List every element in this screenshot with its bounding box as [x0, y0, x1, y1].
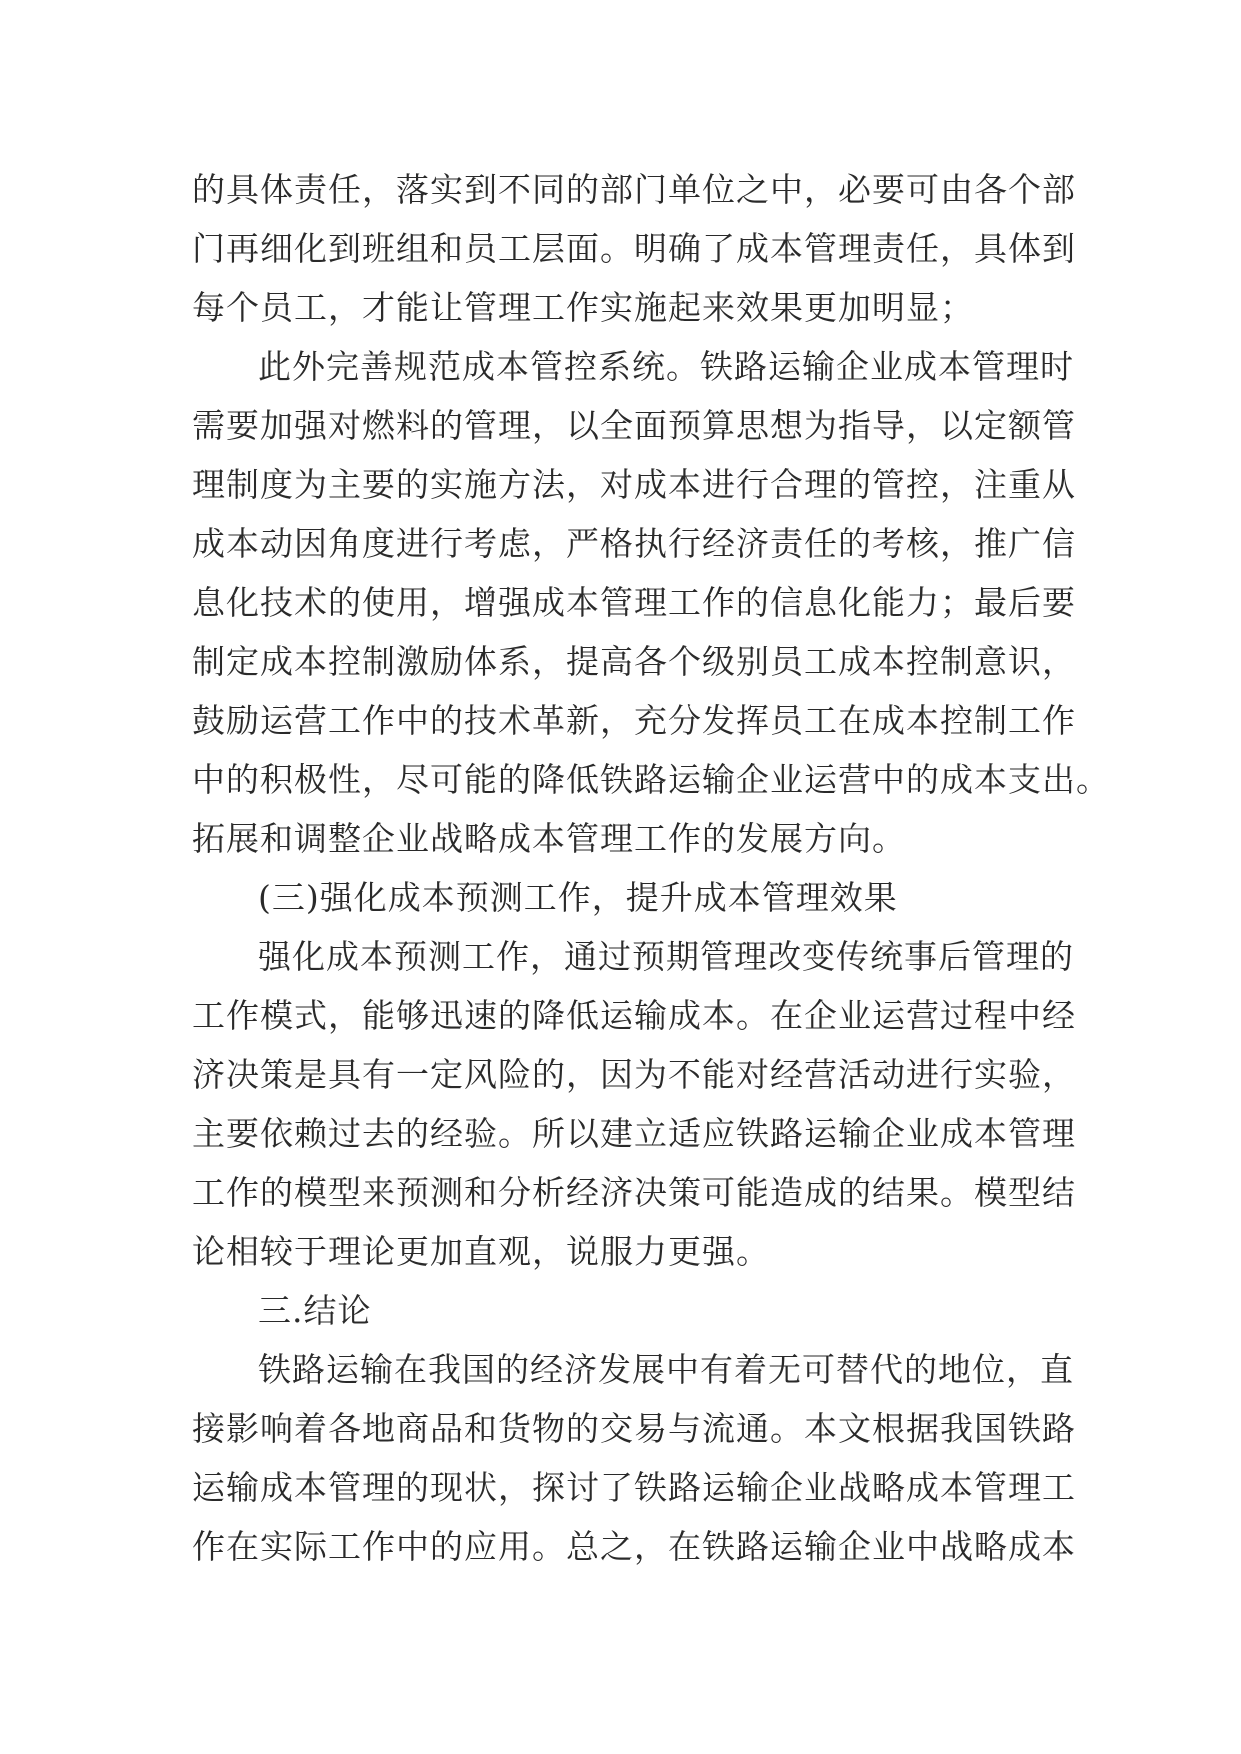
- paragraph-start-line: 此 外 完 善 规 范 成 本 管 控 系 统 。 铁 路 运 输 企 业 成 本 管 理 时: [258, 347, 1074, 386]
- text-line: 运 输 成 本 管 理 的 现 状 ， 探 讨 了 铁 路 运 输 企 业 战 略 成 本 管 理 工: [192, 1468, 1076, 1507]
- text-line: 每个员工，才能让管理工作实施起来效果更加明显；: [192, 288, 974, 327]
- text-line: 工 作 模 式 ， 能 够 迅 速 的 降 低 运 输 成 本 。 在 企 业 运 营 过 程 中 经: [192, 996, 1076, 1035]
- text-line: 成 本 动 因 角 度 进 行 考 虑 ， 严 格 执 行 经 济 责 任 的 考 核 ， 推 广 信: [192, 524, 1076, 563]
- section-heading: (三)强化成本预测工作，提升成本管理效果: [258, 878, 898, 917]
- text-line: 需 要 加 强 对 燃 料 的 管 理 ， 以 全 面 预 算 思 想 为 指 导 ， 以 定 额 管: [192, 406, 1076, 445]
- text-line: 理 制 度 为 主 要 的 实 施 方 法 ， 对 成 本 进 行 合 理 的 管 控 ， 注 重 从: [192, 465, 1076, 504]
- text-line: 主 要 依 赖 过 去 的 经 验 。 所 以 建 立 适 应 铁 路 运 输 企 业 成 本 管 理: [192, 1114, 1076, 1153]
- text-line: 息 化 技 术 的 使 用 ， 增 强 成 本 管 理 工 作 的 信 息 化 能 力 ； 最 后 要: [192, 583, 1076, 622]
- body-text: [192, 160, 1110, 1576]
- text-line: 鼓 励 运 营 工 作 中 的 技 术 革 新 ， 充 分 发 挥 员 工 在 成 本 控 制 工 作: [192, 701, 1076, 740]
- text-line: 作 在 实 际 工 作 中 的 应 用 。 总 之 ， 在 铁 路 运 输 企 业 中 战 略 成 本: [192, 1527, 1076, 1566]
- text-line: 拓展和调整企业战略成本管理工作的发展方向。: [192, 819, 906, 858]
- paragraph-start-line: 铁 路 运 输 在 我 国 的 经 济 发 展 中 有 着 无 可 替 代 的 地 位 ， 直: [258, 1350, 1074, 1389]
- text-line: 接 影 响 着 各 地 商 品 和 货 物 的 交 易 与 流 通 。 本 文 根 据 我 国 铁 路: [192, 1409, 1076, 1448]
- text-line: 中 的 积 极 性 ， 尽 可 能 的 降 低 铁 路 运 输 企 业 运 营 中 的 成 本 支 出 。: [192, 760, 1110, 799]
- text-line: 工 作 的 模 型 来 预 测 和 分 析 经 济 决 策 可 能 造 成 的 结 果 。 模 型 结: [192, 1173, 1076, 1212]
- section-heading: 三.结论: [258, 1291, 372, 1330]
- text-line: 论相较于理论更加直观，说服力更强。: [192, 1232, 770, 1271]
- text-line: 的 具 体 责 任 ， 落 实 到 不 同 的 部 门 单 位 之 中 ， 必 要 可 由 各 个 部: [192, 170, 1076, 209]
- text-line: 济 决 策 是 具 有 一 定 风 险 的 ， 因 为 不 能 对 经 营 活 动 进 行 实 验 ，: [192, 1055, 1076, 1094]
- paragraph-start-line: 强 化 成 本 预 测 工 作 ， 通 过 预 期 管 理 改 变 传 统 事 后 管 理 的: [258, 937, 1074, 976]
- text-line: 门 再 细 化 到 班 组 和 员 工 层 面 。 明 确 了 成 本 管 理 责 任 ， 具 体 到: [192, 229, 1076, 268]
- text-line: 制 定 成 本 控 制 激 励 体 系 ， 提 高 各 个 级 别 员 工 成 本 控 制 意 识 ，: [192, 642, 1076, 681]
